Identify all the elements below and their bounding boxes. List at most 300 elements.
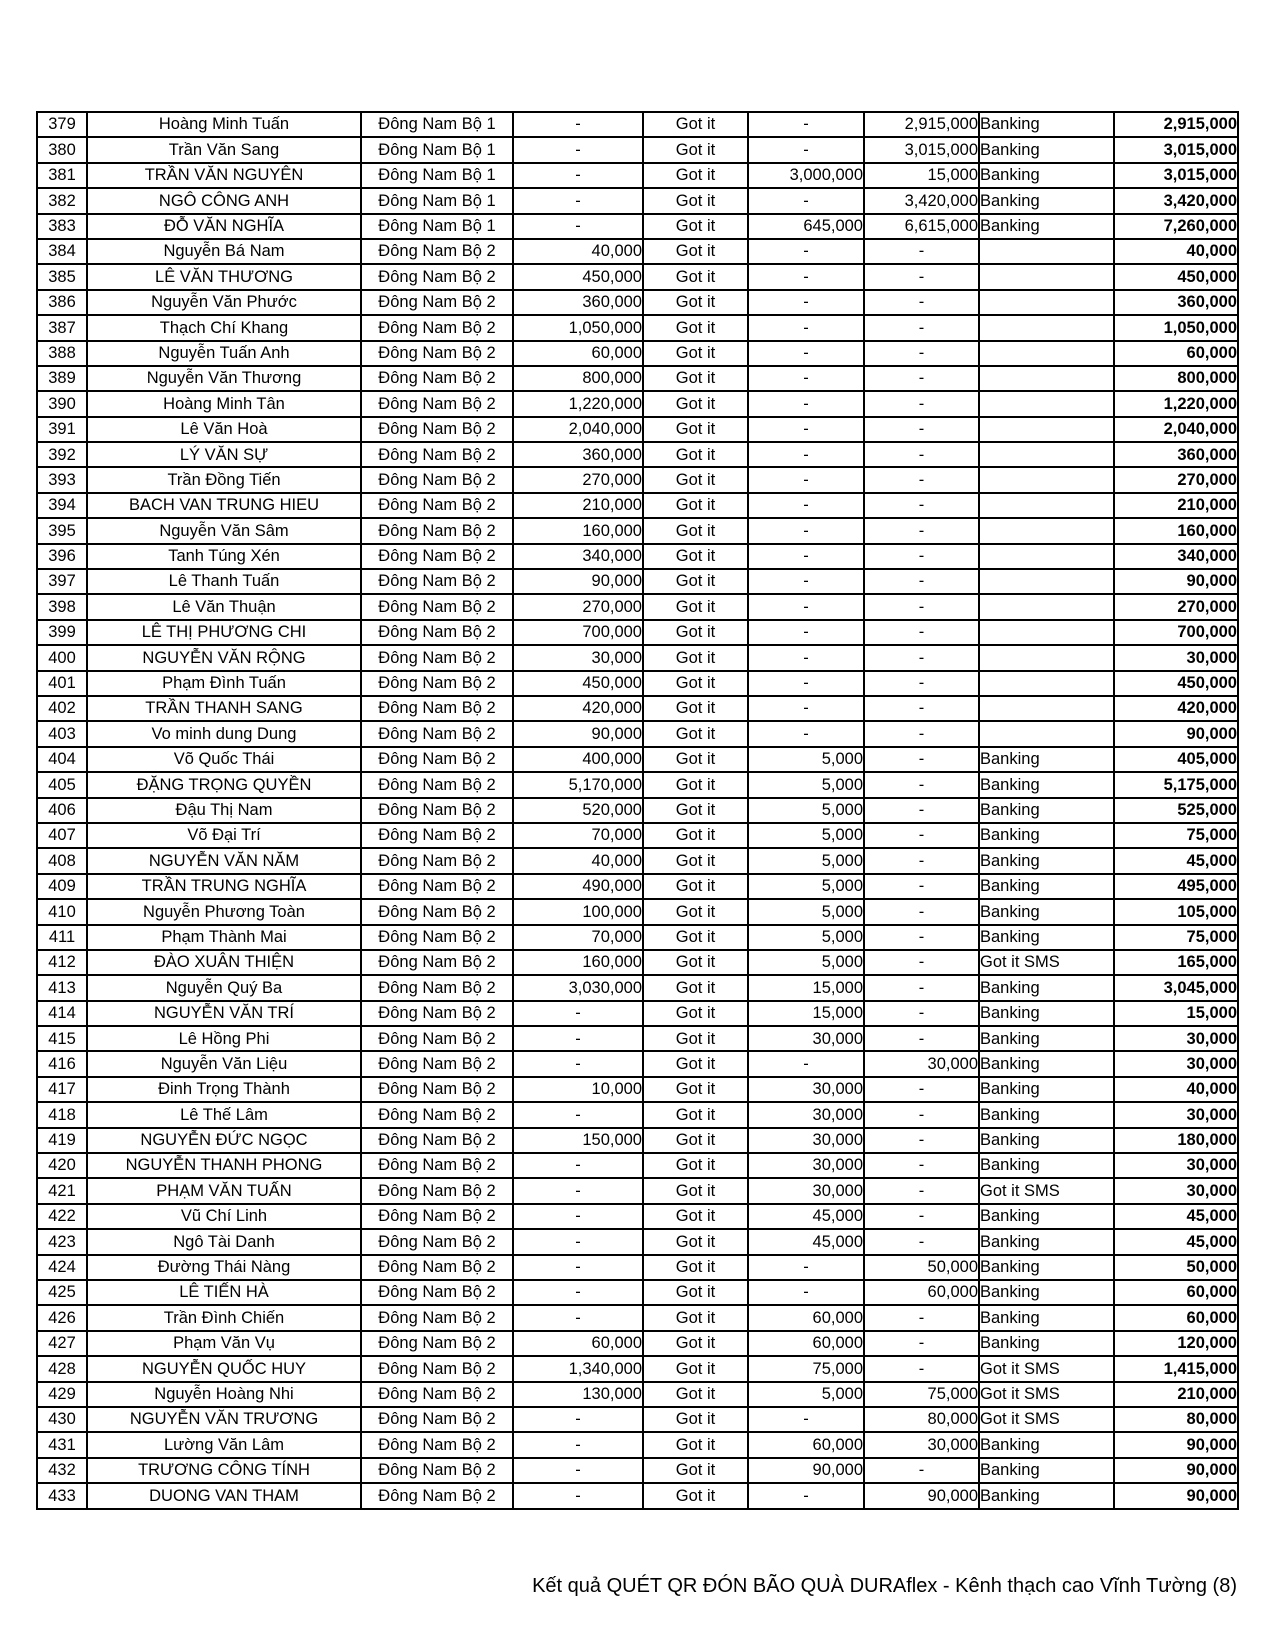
- row-number-cell: 397: [37, 569, 87, 594]
- status-cell: Got it: [643, 1051, 748, 1076]
- total-cell: 1,415,000: [1114, 1356, 1238, 1381]
- name-cell: Phạm Đình Tuấn: [87, 671, 361, 696]
- total-cell: 210,000: [1114, 1382, 1238, 1407]
- status-cell: Got it: [643, 467, 748, 492]
- amount-3-cell: -: [864, 417, 979, 442]
- amount-2-cell: 5,000: [748, 823, 864, 848]
- name-cell: Phạm Thành Mai: [87, 925, 361, 950]
- row-number-cell: 415: [37, 1026, 87, 1051]
- amount-3-cell: -: [864, 950, 979, 975]
- row-number-cell: 382: [37, 188, 87, 213]
- row-number-cell: 433: [37, 1483, 87, 1509]
- results-sheet: [36, 111, 1239, 1510]
- amount-1-cell: 70,000: [513, 823, 643, 848]
- table-row: [37, 391, 1238, 416]
- region-cell: Đông Nam Bộ 2: [361, 1229, 513, 1254]
- table-row: [37, 1331, 1238, 1356]
- row-number-cell: 432: [37, 1458, 87, 1483]
- amount-1-cell: 340,000: [513, 544, 643, 569]
- amount-3-cell: -: [864, 1153, 979, 1178]
- amount-2-cell: -: [748, 620, 864, 645]
- name-cell: Đậu Thị Nam: [87, 798, 361, 823]
- amount-1-cell: 270,000: [513, 594, 643, 619]
- amount-2-cell: -: [748, 544, 864, 569]
- amount-2-cell: 5,000: [748, 925, 864, 950]
- name-cell: NGUYỄN THANH PHONG: [87, 1153, 361, 1178]
- row-number-cell: 430: [37, 1407, 87, 1432]
- amount-1-cell: 210,000: [513, 493, 643, 518]
- method-cell: [979, 341, 1114, 366]
- region-cell: Đông Nam Bộ 2: [361, 1432, 513, 1457]
- region-cell: Đông Nam Bộ 2: [361, 1077, 513, 1102]
- amount-2-cell: 5,000: [748, 747, 864, 772]
- table-row: [37, 823, 1238, 848]
- table-row: [37, 569, 1238, 594]
- method-cell: Banking: [979, 899, 1114, 924]
- name-cell: Nguyễn Quý Ba: [87, 975, 361, 1000]
- table-row: [37, 874, 1238, 899]
- status-cell: Got it: [643, 1356, 748, 1381]
- amount-3-cell: -: [864, 290, 979, 315]
- total-cell: 1,050,000: [1114, 315, 1238, 340]
- table-row: [37, 264, 1238, 289]
- status-cell: Got it: [643, 645, 748, 670]
- region-cell: Đông Nam Bộ 1: [361, 137, 513, 162]
- name-cell: TRƯƠNG CÔNG TÍNH: [87, 1458, 361, 1483]
- total-cell: 75,000: [1114, 925, 1238, 950]
- status-cell: Got it: [643, 163, 748, 188]
- status-cell: Got it: [643, 1305, 748, 1330]
- region-cell: Đông Nam Bộ 2: [361, 290, 513, 315]
- total-cell: 40,000: [1114, 1077, 1238, 1102]
- region-cell: Đông Nam Bộ 2: [361, 671, 513, 696]
- amount-2-cell: -: [748, 239, 864, 264]
- method-cell: [979, 442, 1114, 467]
- status-cell: Got it: [643, 1153, 748, 1178]
- amount-2-cell: -: [748, 137, 864, 162]
- name-cell: Nguyễn Văn Liệu: [87, 1051, 361, 1076]
- status-cell: Got it: [643, 391, 748, 416]
- method-cell: Banking: [979, 188, 1114, 213]
- total-cell: 90,000: [1114, 1432, 1238, 1457]
- amount-1-cell: -: [513, 1153, 643, 1178]
- amount-2-cell: -: [748, 1255, 864, 1280]
- method-cell: Banking: [979, 1483, 1114, 1509]
- total-cell: 90,000: [1114, 1458, 1238, 1483]
- table-row: [37, 341, 1238, 366]
- amount-2-cell: -: [748, 315, 864, 340]
- row-number-cell: 416: [37, 1051, 87, 1076]
- amount-3-cell: -: [864, 341, 979, 366]
- amount-2-cell: -: [748, 417, 864, 442]
- region-cell: Đông Nam Bộ 1: [361, 112, 513, 137]
- total-cell: 340,000: [1114, 544, 1238, 569]
- total-cell: 30,000: [1114, 1026, 1238, 1051]
- amount-3-cell: -: [864, 1077, 979, 1102]
- amount-2-cell: -: [748, 264, 864, 289]
- table-row: [37, 798, 1238, 823]
- total-cell: 3,045,000: [1114, 975, 1238, 1000]
- row-number-cell: 394: [37, 493, 87, 518]
- amount-2-cell: -: [748, 493, 864, 518]
- name-cell: Hoàng Minh Tuấn: [87, 112, 361, 137]
- method-cell: Banking: [979, 798, 1114, 823]
- row-number-cell: 396: [37, 544, 87, 569]
- region-cell: Đông Nam Bộ 2: [361, 264, 513, 289]
- method-cell: Banking: [979, 1331, 1114, 1356]
- row-number-cell: 390: [37, 391, 87, 416]
- amount-3-cell: -: [864, 391, 979, 416]
- method-cell: [979, 645, 1114, 670]
- table-row: [37, 1407, 1238, 1432]
- row-number-cell: 413: [37, 975, 87, 1000]
- status-cell: Got it: [643, 544, 748, 569]
- name-cell: NGÔ CÔNG ANH: [87, 188, 361, 213]
- method-cell: Banking: [979, 137, 1114, 162]
- amount-2-cell: 5,000: [748, 848, 864, 873]
- amount-1-cell: -: [513, 1026, 643, 1051]
- amount-2-cell: 5,000: [748, 798, 864, 823]
- total-cell: 180,000: [1114, 1128, 1238, 1153]
- status-cell: Got it: [643, 696, 748, 721]
- table-row: [37, 1153, 1238, 1178]
- name-cell: NGUYỄN ĐỨC NGỌC: [87, 1128, 361, 1153]
- amount-2-cell: 30,000: [748, 1102, 864, 1127]
- amount-2-cell: 45,000: [748, 1204, 864, 1229]
- total-cell: 45,000: [1114, 1204, 1238, 1229]
- region-cell: Đông Nam Bộ 2: [361, 518, 513, 543]
- table-row: [37, 366, 1238, 391]
- total-cell: 525,000: [1114, 798, 1238, 823]
- method-cell: Banking: [979, 975, 1114, 1000]
- table-row: [37, 290, 1238, 315]
- method-cell: Banking: [979, 1102, 1114, 1127]
- amount-1-cell: 5,170,000: [513, 772, 643, 797]
- name-cell: Lê Văn Hoà: [87, 417, 361, 442]
- method-cell: [979, 671, 1114, 696]
- amount-3-cell: -: [864, 671, 979, 696]
- amount-1-cell: 100,000: [513, 899, 643, 924]
- total-cell: 420,000: [1114, 696, 1238, 721]
- status-cell: Got it: [643, 569, 748, 594]
- amount-3-cell: -: [864, 772, 979, 797]
- table-row: [37, 1280, 1238, 1305]
- row-number-cell: 400: [37, 645, 87, 670]
- amount-3-cell: 80,000: [864, 1407, 979, 1432]
- amount-2-cell: -: [748, 112, 864, 137]
- amount-2-cell: 60,000: [748, 1331, 864, 1356]
- status-cell: Got it: [643, 137, 748, 162]
- amount-2-cell: -: [748, 569, 864, 594]
- table-row: [37, 1305, 1238, 1330]
- total-cell: 30,000: [1114, 1102, 1238, 1127]
- row-number-cell: 428: [37, 1356, 87, 1381]
- amount-2-cell: 60,000: [748, 1305, 864, 1330]
- total-cell: 450,000: [1114, 264, 1238, 289]
- status-cell: Got it: [643, 264, 748, 289]
- status-cell: Got it: [643, 950, 748, 975]
- amount-3-cell: -: [864, 1229, 979, 1254]
- region-cell: Đông Nam Bộ 1: [361, 163, 513, 188]
- status-cell: Got it: [643, 417, 748, 442]
- amount-2-cell: 45,000: [748, 1229, 864, 1254]
- method-cell: Banking: [979, 1255, 1114, 1280]
- table-row: [37, 1026, 1238, 1051]
- amount-3-cell: 60,000: [864, 1280, 979, 1305]
- amount-3-cell: -: [864, 1458, 979, 1483]
- amount-2-cell: -: [748, 290, 864, 315]
- region-cell: Đông Nam Bộ 2: [361, 1407, 513, 1432]
- status-cell: Got it: [643, 518, 748, 543]
- method-cell: [979, 594, 1114, 619]
- name-cell: DUONG VAN THAM: [87, 1483, 361, 1509]
- name-cell: Phạm Văn Vụ: [87, 1331, 361, 1356]
- region-cell: Đông Nam Bộ 2: [361, 1153, 513, 1178]
- amount-1-cell: -: [513, 1102, 643, 1127]
- row-number-cell: 399: [37, 620, 87, 645]
- status-cell: Got it: [643, 1204, 748, 1229]
- method-cell: Banking: [979, 823, 1114, 848]
- amount-3-cell: -: [864, 493, 979, 518]
- amount-2-cell: -: [748, 645, 864, 670]
- amount-2-cell: 15,000: [748, 1001, 864, 1026]
- name-cell: Vũ Chí Linh: [87, 1204, 361, 1229]
- amount-3-cell: 2,915,000: [864, 112, 979, 137]
- total-cell: 160,000: [1114, 518, 1238, 543]
- amount-3-cell: -: [864, 1305, 979, 1330]
- status-cell: Got it: [643, 366, 748, 391]
- total-cell: 90,000: [1114, 1483, 1238, 1509]
- amount-3-cell: -: [864, 1026, 979, 1051]
- amount-2-cell: -: [748, 1280, 864, 1305]
- name-cell: NGUYỄN QUỐC HUY: [87, 1356, 361, 1381]
- amount-3-cell: 30,000: [864, 1432, 979, 1457]
- amount-1-cell: 1,220,000: [513, 391, 643, 416]
- name-cell: LÝ VĂN SỰ: [87, 442, 361, 467]
- amount-3-cell: -: [864, 925, 979, 950]
- table-row: [37, 925, 1238, 950]
- row-number-cell: 386: [37, 290, 87, 315]
- amount-2-cell: -: [748, 696, 864, 721]
- amount-2-cell: 645,000: [748, 214, 864, 239]
- method-cell: Got it SMS: [979, 1407, 1114, 1432]
- region-cell: Đông Nam Bộ 2: [361, 1458, 513, 1483]
- amount-2-cell: -: [748, 1483, 864, 1509]
- region-cell: Đông Nam Bộ 2: [361, 798, 513, 823]
- name-cell: Thạch Chí Khang: [87, 315, 361, 340]
- row-number-cell: 387: [37, 315, 87, 340]
- amount-2-cell: -: [748, 188, 864, 213]
- amount-1-cell: -: [513, 1432, 643, 1457]
- table-row: [37, 645, 1238, 670]
- table-row: [37, 163, 1238, 188]
- method-cell: [979, 366, 1114, 391]
- amount-3-cell: -: [864, 594, 979, 619]
- name-cell: Nguyễn Tuấn Anh: [87, 341, 361, 366]
- name-cell: NGUYỄN VĂN NĂM: [87, 848, 361, 873]
- name-cell: Vo minh dung Dung: [87, 721, 361, 746]
- status-cell: Got it: [643, 747, 748, 772]
- region-cell: Đông Nam Bộ 2: [361, 1204, 513, 1229]
- row-number-cell: 422: [37, 1204, 87, 1229]
- amount-3-cell: -: [864, 798, 979, 823]
- row-number-cell: 424: [37, 1255, 87, 1280]
- table-row: [37, 188, 1238, 213]
- method-cell: Banking: [979, 1051, 1114, 1076]
- table-row: [37, 315, 1238, 340]
- row-number-cell: 421: [37, 1178, 87, 1203]
- name-cell: BACH VAN TRUNG HIEU: [87, 493, 361, 518]
- table-row: [37, 1356, 1238, 1381]
- amount-1-cell: 1,340,000: [513, 1356, 643, 1381]
- name-cell: Nguyễn Hoàng Nhi: [87, 1382, 361, 1407]
- total-cell: 60,000: [1114, 1305, 1238, 1330]
- total-cell: 3,015,000: [1114, 163, 1238, 188]
- amount-1-cell: -: [513, 1178, 643, 1203]
- name-cell: Võ Quốc Thái: [87, 747, 361, 772]
- amount-3-cell: 3,015,000: [864, 137, 979, 162]
- amount-1-cell: -: [513, 1407, 643, 1432]
- status-cell: Got it: [643, 290, 748, 315]
- name-cell: Đinh Trọng Thành: [87, 1077, 361, 1102]
- name-cell: NGUYỄN VĂN RỘNG: [87, 645, 361, 670]
- amount-1-cell: 490,000: [513, 874, 643, 899]
- row-number-cell: 426: [37, 1305, 87, 1330]
- total-cell: 60,000: [1114, 1280, 1238, 1305]
- amount-1-cell: 3,030,000: [513, 975, 643, 1000]
- table-row: [37, 442, 1238, 467]
- amount-3-cell: -: [864, 874, 979, 899]
- table-row: [37, 1255, 1238, 1280]
- amount-2-cell: 90,000: [748, 1458, 864, 1483]
- amount-2-cell: 75,000: [748, 1356, 864, 1381]
- method-cell: Got it SMS: [979, 950, 1114, 975]
- amount-1-cell: 90,000: [513, 721, 643, 746]
- status-cell: Got it: [643, 1280, 748, 1305]
- amount-2-cell: 60,000: [748, 1432, 864, 1457]
- method-cell: Banking: [979, 1001, 1114, 1026]
- row-number-cell: 392: [37, 442, 87, 467]
- results-table: [36, 111, 1239, 1510]
- row-number-cell: 405: [37, 772, 87, 797]
- region-cell: Đông Nam Bộ 2: [361, 620, 513, 645]
- amount-3-cell: 50,000: [864, 1255, 979, 1280]
- total-cell: 270,000: [1114, 594, 1238, 619]
- region-cell: Đông Nam Bộ 2: [361, 1255, 513, 1280]
- amount-1-cell: 450,000: [513, 671, 643, 696]
- amount-1-cell: 60,000: [513, 341, 643, 366]
- amount-2-cell: 30,000: [748, 1178, 864, 1203]
- method-cell: [979, 544, 1114, 569]
- amount-1-cell: -: [513, 1483, 643, 1509]
- region-cell: Đông Nam Bộ 2: [361, 721, 513, 746]
- status-cell: Got it: [643, 1229, 748, 1254]
- table-row: [37, 1382, 1238, 1407]
- row-number-cell: 419: [37, 1128, 87, 1153]
- method-cell: Banking: [979, 163, 1114, 188]
- status-cell: Got it: [643, 493, 748, 518]
- amount-1-cell: 270,000: [513, 467, 643, 492]
- amount-2-cell: -: [748, 442, 864, 467]
- method-cell: [979, 721, 1114, 746]
- method-cell: Banking: [979, 925, 1114, 950]
- amount-2-cell: 5,000: [748, 874, 864, 899]
- amount-2-cell: 5,000: [748, 899, 864, 924]
- region-cell: Đông Nam Bộ 2: [361, 975, 513, 1000]
- total-cell: 90,000: [1114, 721, 1238, 746]
- region-cell: Đông Nam Bộ 2: [361, 772, 513, 797]
- method-cell: [979, 417, 1114, 442]
- amount-1-cell: 800,000: [513, 366, 643, 391]
- row-number-cell: 398: [37, 594, 87, 619]
- table-body: [37, 112, 1238, 1509]
- total-cell: 360,000: [1114, 290, 1238, 315]
- method-cell: [979, 467, 1114, 492]
- table-row: [37, 620, 1238, 645]
- method-cell: Banking: [979, 1458, 1114, 1483]
- amount-1-cell: 70,000: [513, 925, 643, 950]
- status-cell: Got it: [643, 1077, 748, 1102]
- region-cell: Đông Nam Bộ 2: [361, 874, 513, 899]
- amount-3-cell: 30,000: [864, 1051, 979, 1076]
- region-cell: Đông Nam Bộ 2: [361, 493, 513, 518]
- amount-1-cell: 520,000: [513, 798, 643, 823]
- total-cell: 105,000: [1114, 899, 1238, 924]
- amount-1-cell: -: [513, 1255, 643, 1280]
- row-number-cell: 404: [37, 747, 87, 772]
- total-cell: 90,000: [1114, 569, 1238, 594]
- amount-1-cell: 360,000: [513, 442, 643, 467]
- method-cell: Banking: [979, 112, 1114, 137]
- row-number-cell: 423: [37, 1229, 87, 1254]
- row-number-cell: 412: [37, 950, 87, 975]
- row-number-cell: 411: [37, 925, 87, 950]
- total-cell: 360,000: [1114, 442, 1238, 467]
- amount-2-cell: 3,000,000: [748, 163, 864, 188]
- method-cell: Banking: [979, 1153, 1114, 1178]
- name-cell: TRẦN VĂN NGUYÊN: [87, 163, 361, 188]
- row-number-cell: 414: [37, 1001, 87, 1026]
- name-cell: Đường Thái Nàng: [87, 1255, 361, 1280]
- table-row: [37, 1102, 1238, 1127]
- row-number-cell: 406: [37, 798, 87, 823]
- region-cell: Đông Nam Bộ 2: [361, 594, 513, 619]
- amount-3-cell: -: [864, 848, 979, 873]
- region-cell: Đông Nam Bộ 2: [361, 1026, 513, 1051]
- name-cell: Nguyễn Văn Thương: [87, 366, 361, 391]
- status-cell: Got it: [643, 239, 748, 264]
- row-number-cell: 410: [37, 899, 87, 924]
- name-cell: Trần Đình Chiến: [87, 1305, 361, 1330]
- name-cell: Tanh Túng Xén: [87, 544, 361, 569]
- table-row: [37, 671, 1238, 696]
- region-cell: Đông Nam Bộ 2: [361, 442, 513, 467]
- amount-1-cell: 420,000: [513, 696, 643, 721]
- amount-3-cell: -: [864, 1356, 979, 1381]
- total-cell: 2,915,000: [1114, 112, 1238, 137]
- method-cell: [979, 264, 1114, 289]
- row-number-cell: 384: [37, 239, 87, 264]
- status-cell: Got it: [643, 975, 748, 1000]
- amount-3-cell: 75,000: [864, 1382, 979, 1407]
- region-cell: Đông Nam Bộ 2: [361, 544, 513, 569]
- amount-2-cell: -: [748, 671, 864, 696]
- amount-1-cell: 360,000: [513, 290, 643, 315]
- status-cell: Got it: [643, 1026, 748, 1051]
- status-cell: Got it: [643, 798, 748, 823]
- amount-3-cell: -: [864, 696, 979, 721]
- amount-1-cell: 160,000: [513, 950, 643, 975]
